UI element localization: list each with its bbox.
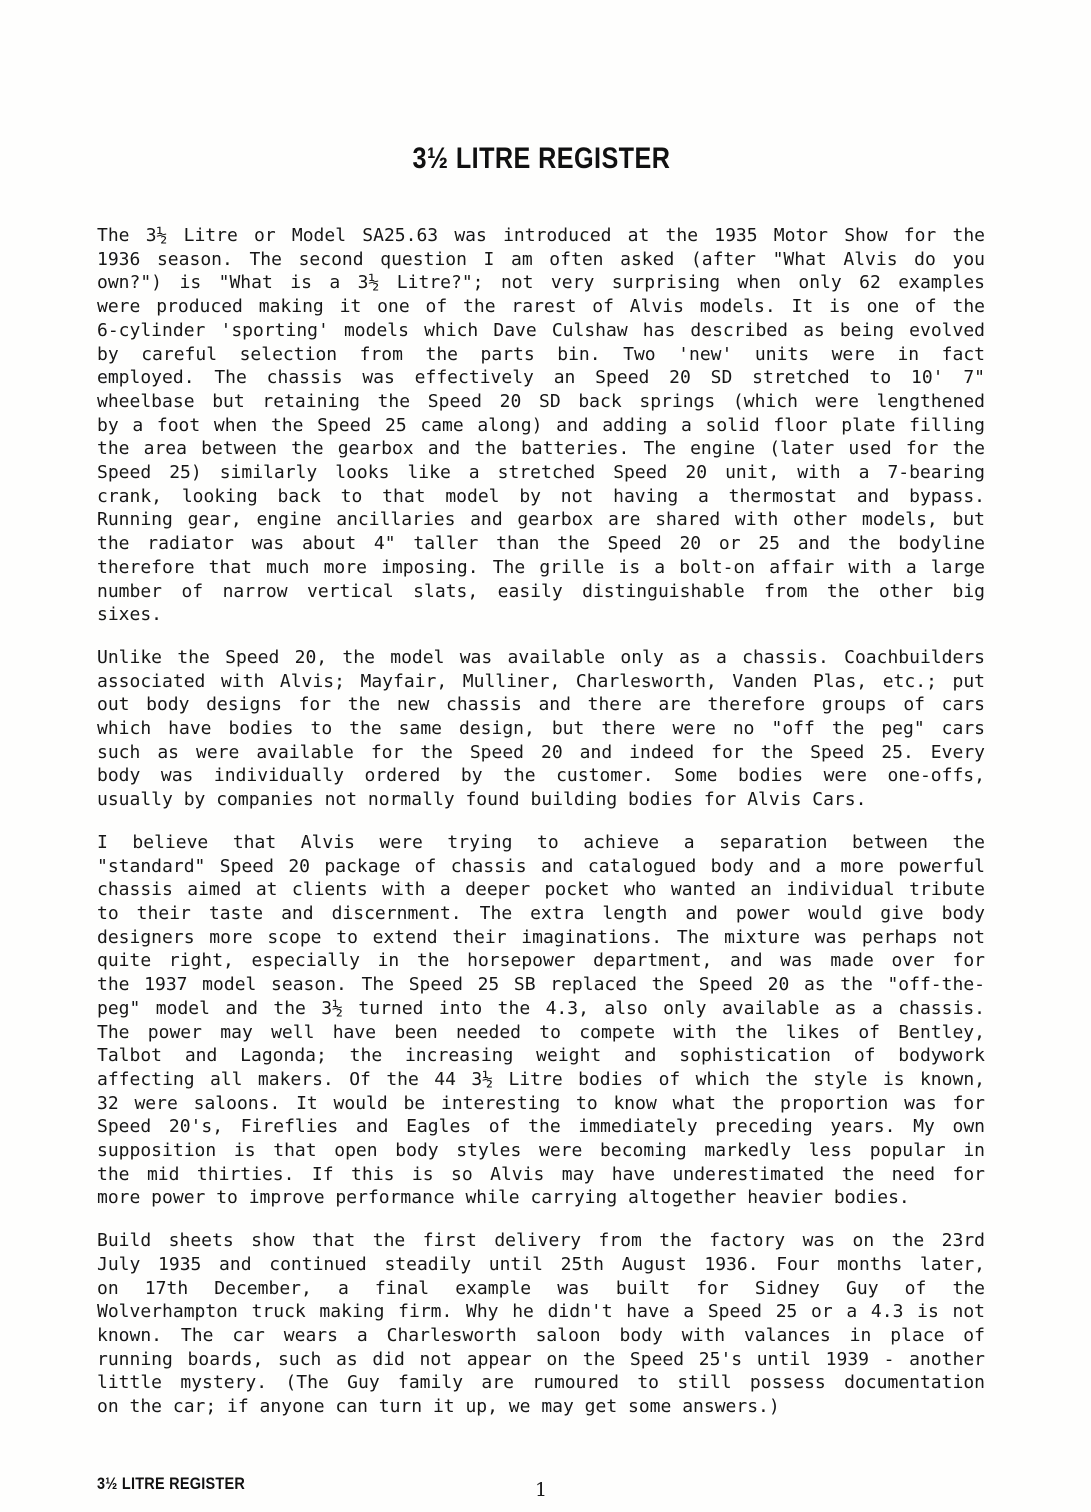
text-line: wheelbase but retaining the Speed 20 SD back springs (which were lengthened [97,390,985,412]
text-line: supposition is that open body styles were becoming markedly less popular in [97,1140,985,1162]
text-line: were produced making it one of the rarest of Alvis models. It is one of the [97,296,985,318]
text-line: own?") is "What is a 3½ Litre?"; not very surprising when only 62 examples [97,272,985,294]
paragraph [97,224,985,627]
paragraph [97,1229,985,1419]
footer-title: 3½ LITRE REGISTER [97,1474,246,1493]
text-line: Talbot and Lagonda; the increasing weight and sophistication of bodywork [97,1045,985,1067]
text-line: 1936 season. The second question I am often asked (after "What Alvis do you [97,248,985,270]
text-line: 6-cylinder 'sporting' models which Dave Culshaw has described as being evolved [97,319,985,341]
text-line: the mid thirties. If this is so Alvis may have underestimated the need for [97,1163,985,1185]
text-line: sixes. [97,604,163,626]
paragraph [97,831,985,1210]
text-line: little mystery. (The Guy family are rumoured to still possess documentation [97,1372,985,1394]
text-line: crank, looking back to that model by not having a thermostat and bypass. [97,485,985,507]
text-line: chassis aimed at clients with a deeper pocket who wanted an individual tribute [97,879,985,901]
text-line: Wolverhampton truck making firm. Why he didn't have a Speed 25 or a 4.3 is not [97,1301,985,1323]
text-line: The 3½ Litre or Model SA25.63 was introduced at the 1935 Motor Show for the [97,225,985,246]
page-title [97,144,985,174]
text-line: July 1935 and continued steadily until 25th August 1936. Four months later, [97,1253,985,1275]
text-line: employed. The chassis was effectively an Speed 20 SD stretched to 10' 7" [97,367,985,389]
text-line: on 17th December, a final example was built for Sidney Guy of the [97,1277,985,1299]
text-line: Speed 20's, Fireflies and Eagles of the immediately preceding years. My own [97,1116,985,1138]
text-line: known. The car wears a Charlesworth saloon body with valances in place of [97,1324,985,1346]
text-line: more power to improve performance while carrying altogether heavier bodies. [97,1187,910,1209]
text-line: affecting all makers. Of the 44 3½ Litre bodies of which the style is known, [97,1068,985,1090]
text-line: 32 were saloons. It would be interesting to know what the proportion was for [97,1092,985,1114]
text-line: associated with Alvis; Mayfair, Mulliner, Charlesworth, Vanden Plas, etc.; put [97,670,985,692]
page-number: 1 [534,1479,548,1501]
text-line: quite right, especially in the horsepower department, and was made over for [97,950,985,972]
text-line: the 1937 model season. The Speed 25 SB replaced the Speed 20 as the "off-the- [97,974,985,996]
text-line: Running gear, engine ancillaries and gearbox are shared with other models, but [97,509,985,531]
text-line: body was individually ordered by the customer. Some bodies were one-offs, [97,765,985,787]
text-line: Speed 25) similarly looks like a stretched Speed 20 unit, with a 7-bearing [97,462,985,484]
page-title-text: 3½ LITRE REGISTER [412,142,670,175]
body-text [97,224,985,1438]
text-line: designers more scope to extend their imaginations. The mixture was perhaps not [97,926,985,948]
text-line: the area between the gearbox and the batteries. The engine (later used for the [97,438,985,460]
text-line: by a foot when the Speed 25 came along) and adding a solid floor plate filling [97,414,985,436]
text-line: running boards, such as did not appear on the Speed 25's until 1939 - another [97,1348,985,1370]
text-line: which have bodies to the same design, but there were no "off the peg" cars [97,718,985,740]
text-line: Unlike the Speed 20, the model was available only as a chassis. Coachbuilders [97,646,985,668]
paragraph [97,646,985,812]
text-line: the radiator was about 4" taller than the Speed 20 or 25 and the bodyline [97,533,985,555]
text-line: I believe that Alvis were trying to achieve a separation between the [97,831,985,853]
text-line: number of narrow vertical slats, easily distinguishable from the other big [97,580,985,602]
text-line: "standard" Speed 20 package of chassis and catalogued body and a more powerful [97,855,985,877]
text-line: by careful selection from the parts bin. Two 'new' units were in fact [97,343,985,365]
text-line: such as were available for the Speed 20 and indeed for the Speed 25. Every [97,741,985,763]
text-line: Build sheets show that the first delivery from the factory was on the 23rd [97,1230,985,1252]
text-line: out body designs for the new chassis and there are therefore groups of cars [97,694,985,716]
text-line: on the car; if anyone can turn it up, we may get some answers.) [97,1396,780,1418]
text-line: to their taste and discernment. The extra length and power would give body [97,902,985,924]
page-footer [97,1472,985,1502]
text-line: usually by companies not normally found building bodies for Alvis Cars. [97,789,867,811]
text-line: The power may well have been needed to compete with the likes of Bentley, [97,1021,985,1043]
text-line: therefore that much more imposing. The grille is a bolt-on affair with a large [97,556,985,578]
text-line: peg" model and the 3½ turned into the 4.3, also only available as a chassis. [97,997,985,1019]
